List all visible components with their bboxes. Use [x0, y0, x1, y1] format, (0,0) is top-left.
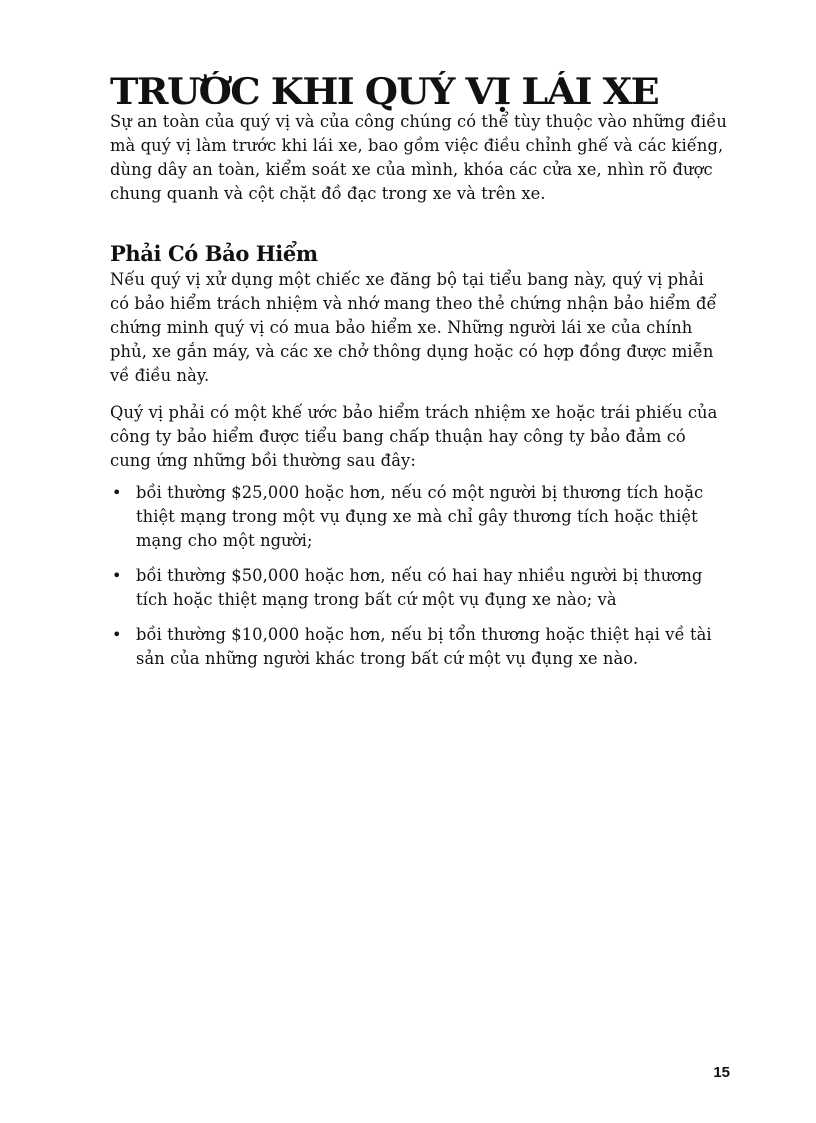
list-item — [110, 623, 728, 671]
bullet-icon: • — [112, 625, 122, 644]
page-number: 15 — [713, 1064, 730, 1081]
insurance-paragraph-1: Nếu quý vị xử dụng một chiếc xe đăng bộ tại tiểu bang này, quý vị phải có bảo hiểm trách nhiệm và nhớ mang theo thẻ chứng nhận bảo hiểm để chứng minh quý vị có mua bảo hiểm xe. Những người lái xe của chính phủ, xe gắn máy, và các xe chở thông dụng hoặc có hợp đồng được miễn về điều này. — [110, 270, 717, 385]
page-content — [110, 72, 728, 682]
bullet-icon: • — [112, 566, 122, 585]
list-item-text: bồi thường $10,000 hoặc hơn, nếu bị tổn thương hoặc thiệt hại về tài sản của những người khác trong bất cứ một vụ đụng xe nào. — [136, 625, 712, 668]
list-item-text: bồi thường $25,000 hoặc hơn, nếu có một người bị thương tích hoặc thiệt mạng trong một vụ đụng xe mà chỉ gây thương tích hoặc thiệt mạng cho một người; — [136, 483, 704, 550]
list-item-text: bồi thường $50,000 hoặc hơn, nếu có hai hay nhiều người bị thương tích hoặc thiệt mạng trong bất cứ một vụ đụng xe nào; và — [136, 566, 703, 609]
list-item — [110, 481, 728, 553]
section-heading: Phải Có Bảo Hiểm — [110, 241, 318, 266]
insurance-paragraph-2: Quý vị phải có một khế ước bảo hiểm trách nhiệm xe hoặc trái phiếu của công ty bảo hiểm được tiểu bang chấp thuận hay công ty bảo đảm có cung ứng những bồi thường sau đây: — [110, 403, 718, 470]
coverage-list — [110, 481, 728, 671]
intro-paragraph: Sự an toàn của quý vị và của công chúng có thể tùy thuộc vào những điều mà quý vị làm trước khi lái xe, bao gồm việc điều chỉnh ghế và các kiếng, dùng dây an toàn, kiểm soát xe của mình, khóa các cửa xe, nhìn rõ được chung quanh và cột chặt đồ đạc trong xe và trên xe. — [110, 112, 727, 203]
bullet-icon: • — [112, 483, 122, 502]
page-title: TRƯỚC KHI QUÝ VỊ LÁI XE — [110, 71, 659, 113]
list-item — [110, 564, 728, 612]
